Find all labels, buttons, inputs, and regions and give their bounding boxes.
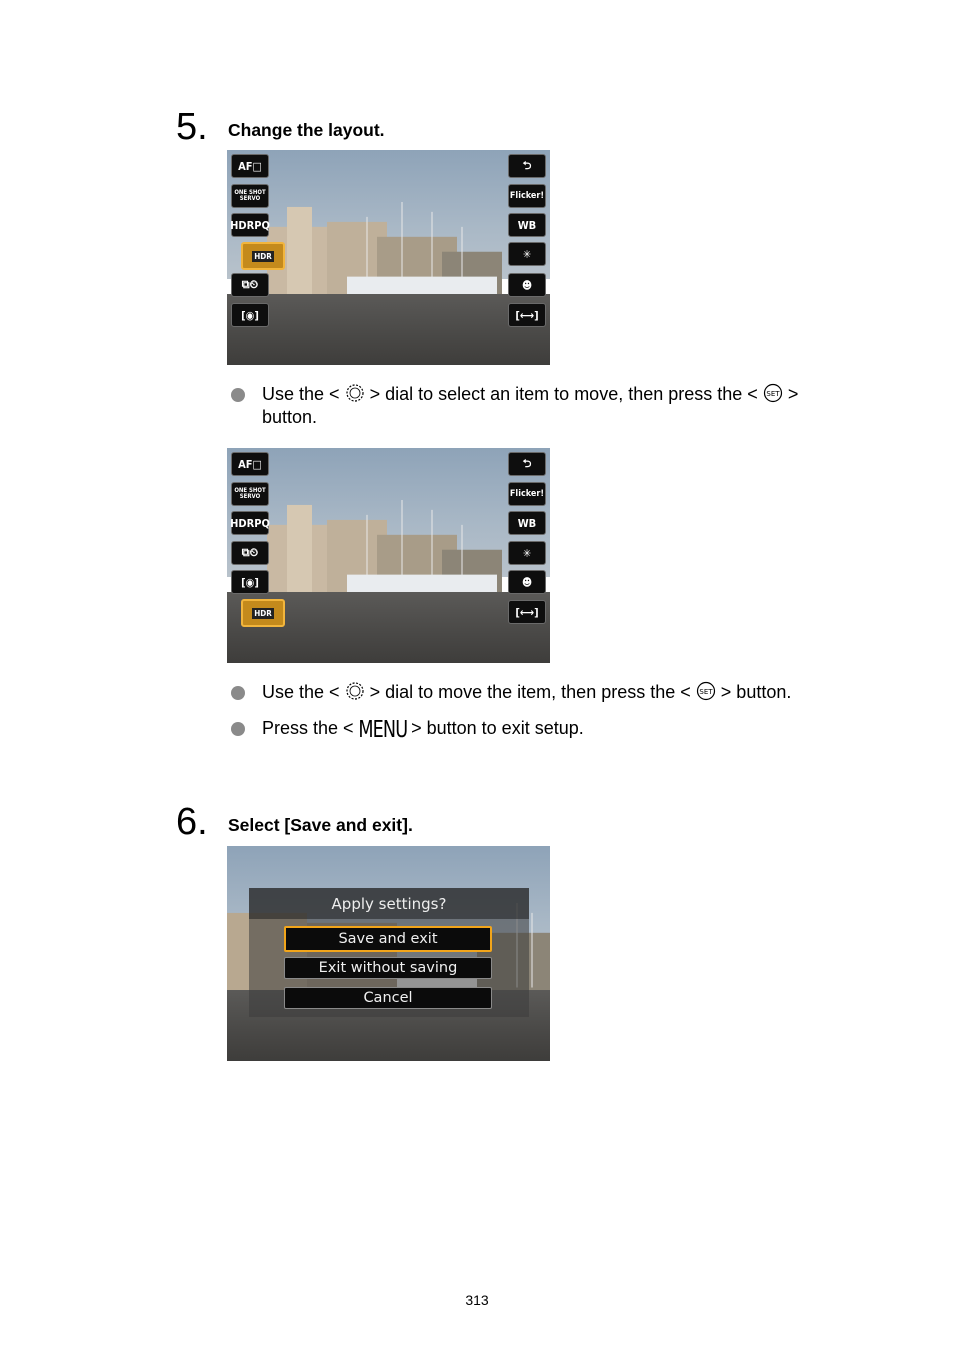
bullet-2-text-a: Use the < bbox=[262, 682, 340, 702]
bullet-3-text-a: Press the < bbox=[262, 718, 354, 738]
hdr-pq-icon: HDRPQ bbox=[231, 213, 269, 237]
back-icon: ⮌ bbox=[508, 154, 546, 178]
camera-screen-3 bbox=[227, 846, 550, 1061]
wb-icon: WB bbox=[508, 213, 546, 237]
step-6-title: Select [Save and exit]. bbox=[228, 815, 413, 835]
svg-text:SET: SET bbox=[766, 390, 780, 398]
bullet-3-text-b: > button to exit setup. bbox=[411, 718, 584, 738]
metering-icon: [◉] bbox=[231, 303, 269, 327]
camera-screen-1 bbox=[227, 150, 550, 365]
svg-text:SET: SET bbox=[699, 688, 713, 696]
cancel-button[interactable]: Cancel bbox=[284, 987, 492, 1009]
bullet-dot bbox=[231, 388, 245, 402]
hdr-icon-label: HDR bbox=[254, 251, 272, 261]
metering-icon: [◉] bbox=[231, 570, 269, 594]
af-mode-icon: ONE SHOT SERVO bbox=[231, 482, 269, 506]
hdr-pq-icon: HDRPQ bbox=[231, 511, 269, 535]
bullet-3 bbox=[231, 717, 841, 742]
back-icon: ⮌ bbox=[508, 452, 546, 476]
bullet-2-text-c: > button. bbox=[720, 682, 792, 702]
portrait-icon: ☻ bbox=[508, 570, 546, 594]
flicker-icon: Flicker! bbox=[508, 184, 546, 208]
af-icon: AF□ bbox=[231, 452, 269, 476]
dialog-title: Apply settings? bbox=[249, 888, 529, 919]
save-and-exit-button[interactable]: Save and exit bbox=[284, 926, 492, 952]
quick-control-dial-icon bbox=[345, 383, 365, 403]
af-mode-icon: ONE SHOT SERVO bbox=[231, 184, 269, 208]
bullet-dot bbox=[231, 686, 245, 700]
bullet-1-text-a: Use the < bbox=[262, 384, 340, 404]
bullet-2-text-b: > dial to move the item, then press the < bbox=[369, 682, 691, 702]
page-number: 313 bbox=[465, 1292, 489, 1308]
hdr-icon-label: HDR bbox=[254, 608, 272, 618]
camera-screen-2 bbox=[227, 448, 550, 663]
set-button-icon bbox=[696, 681, 716, 701]
menu-button-icon: MENU bbox=[357, 717, 407, 743]
portrait-icon: ☻ bbox=[508, 273, 546, 297]
picture-style-icon: ✳ bbox=[508, 242, 546, 266]
exit-without-saving-button[interactable]: Exit without saving bbox=[284, 957, 492, 979]
bullet-dot bbox=[231, 722, 245, 736]
drive-timer-icon: ⧉⏲ bbox=[231, 541, 269, 565]
hdr-icon-selected bbox=[241, 242, 285, 270]
set-button-icon bbox=[763, 383, 783, 403]
aspect-icon: [⟷] bbox=[508, 303, 546, 327]
hdr-icon-selected bbox=[241, 599, 285, 627]
step-5-title: Change the layout. bbox=[228, 120, 385, 140]
aspect-icon: [⟷] bbox=[508, 600, 546, 624]
wb-icon: WB bbox=[508, 511, 546, 535]
flicker-icon: Flicker! bbox=[508, 482, 546, 506]
step-6-number: 6. bbox=[176, 801, 208, 843]
step-5-number: 5. bbox=[176, 106, 208, 148]
bullet-1-text-b: > dial to select an item to move, then press the < bbox=[369, 384, 758, 404]
bullet-1-text-c: > button. bbox=[262, 384, 799, 427]
picture-style-icon: ✳ bbox=[508, 541, 546, 565]
bullet-2 bbox=[231, 681, 841, 704]
drive-timer-icon: ⧉⏲ bbox=[231, 273, 269, 297]
af-icon: AF□ bbox=[231, 154, 269, 178]
bullet-1 bbox=[231, 383, 841, 429]
quick-control-dial-icon bbox=[345, 681, 365, 701]
